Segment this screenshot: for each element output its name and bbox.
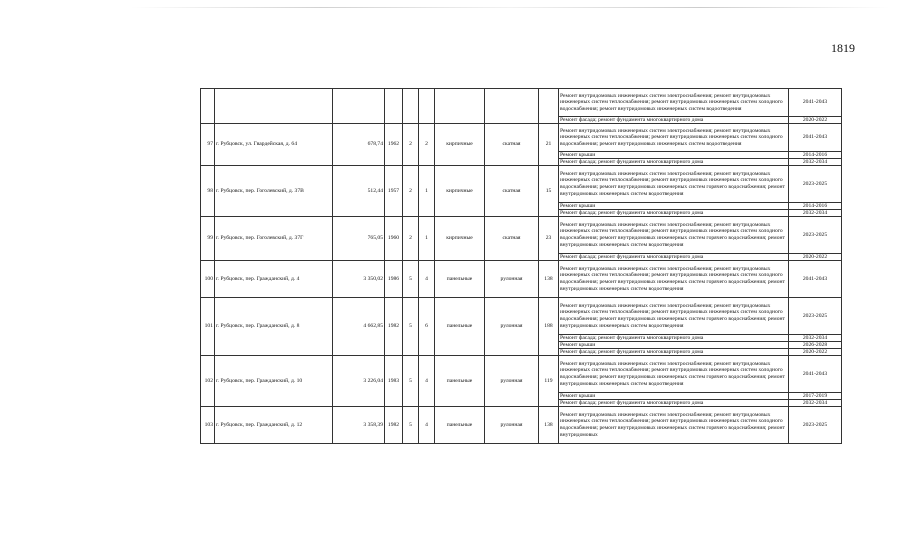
work-period: 2026-2028 bbox=[789, 342, 842, 349]
roof-type: рулонная bbox=[485, 407, 539, 444]
wall-material: панельные bbox=[435, 356, 485, 407]
work-period: 2041-2043 bbox=[789, 356, 842, 393]
roof-type: рулонная bbox=[485, 356, 539, 407]
table-row bbox=[201, 89, 842, 117]
house-number: 100 bbox=[201, 261, 215, 298]
house-address: г. Рубцовск, пер. Гоголевский, д. 37В bbox=[215, 166, 333, 217]
work-period: 2041-2043 bbox=[789, 89, 842, 117]
house-area: 765,05 bbox=[333, 217, 385, 261]
table-row bbox=[201, 356, 842, 393]
roof-type: скатная bbox=[485, 166, 539, 217]
work-description: Ремонт внутридомовых инженерных систем электроснабжения; ремонт внутридомовых инженерных систем теплоснабжения; ремонт внутридомовых инженерных систем холодного водоснабжения; ремонт внутридомовых инженерных систем горячего водоснабжения; ремонт внутридомовых инженерных систем водоотведения bbox=[559, 261, 789, 298]
house-number: 99 bbox=[201, 217, 215, 261]
work-period: 2041-2043 bbox=[789, 124, 842, 152]
house-address: г. Рубцовск, пер. Гражданский, д. 4 bbox=[215, 261, 333, 298]
house-floors: 2 bbox=[403, 217, 419, 261]
house-floors: 2 bbox=[403, 166, 419, 217]
house-floors: 5 bbox=[403, 407, 419, 444]
house-address: г. Рубцовск, пер. Гражданский, д. 10 bbox=[215, 356, 333, 407]
work-period: 2032-2034 bbox=[789, 159, 842, 166]
house-entrances: 6 bbox=[419, 298, 435, 356]
work-description: Ремонт фасада; ремонт фундамента многоквартирного дома bbox=[559, 349, 789, 356]
house-area: 3 350,02 bbox=[333, 261, 385, 298]
house-number: 101 bbox=[201, 298, 215, 356]
work-description: Ремонт фасада; ремонт фундамента многоквартирного дома bbox=[559, 117, 789, 124]
house-entrances: 4 bbox=[419, 261, 435, 298]
house-year: 1957 bbox=[385, 166, 403, 217]
house-year: 1983 bbox=[385, 356, 403, 407]
residents-count bbox=[539, 89, 559, 124]
work-period: 2023-2025 bbox=[789, 217, 842, 254]
house-year: 1960 bbox=[385, 217, 403, 261]
house-number bbox=[201, 89, 215, 124]
page-number: 1819 bbox=[831, 41, 855, 55]
house-floors: 2 bbox=[403, 124, 419, 166]
roof-type: рулонная bbox=[485, 261, 539, 298]
work-description: Ремонт внутридомовых инженерных систем электроснабжения; ремонт внутридомовых инженерных систем теплоснабжения; ремонт внутридомовых инженерных систем холодного водоснабжения; ремонт внутридомовых инженерных систем горячего водоснабжения; ремонт внутридомовых инженерных систем водоотведения bbox=[559, 217, 789, 254]
work-period: 2023-2025 bbox=[789, 166, 842, 203]
house-entrances: 4 bbox=[419, 356, 435, 407]
table-row bbox=[201, 124, 842, 152]
house-number: 98 bbox=[201, 166, 215, 217]
work-period: 2014-2016 bbox=[789, 203, 842, 210]
house-year bbox=[385, 89, 403, 124]
table-body bbox=[201, 89, 842, 444]
wall-material: кирпичные bbox=[435, 124, 485, 166]
wall-material: кирпичные bbox=[435, 217, 485, 261]
work-period: 2020-2022 bbox=[789, 117, 842, 124]
house-number: 102 bbox=[201, 356, 215, 407]
work-description: Ремонт крыши bbox=[559, 203, 789, 210]
work-description: Ремонт внутридомовых инженерных систем электроснабжения; ремонт внутридомовых инженерных систем теплоснабжения; ремонт внутридомовых инженерных систем холодного водоснабжения; ремонт внутридомовых инженерных систем горячего водоснабжения; ремонт внутридомовых инженерных систем водоотведения bbox=[559, 356, 789, 393]
house-entrances bbox=[419, 89, 435, 124]
work-description: Ремонт фасада; ремонт фундамента многоквартирного дома bbox=[559, 400, 789, 407]
work-period: 2023-2025 bbox=[789, 298, 842, 335]
work-description: Ремонт фасада; ремонт фундамента многоквартирного дома bbox=[559, 159, 789, 166]
house-area: 3 358,39 bbox=[333, 407, 385, 444]
house-floors: 5 bbox=[403, 356, 419, 407]
wall-material: панельные bbox=[435, 261, 485, 298]
house-year: 1986 bbox=[385, 261, 403, 298]
house-address: г. Рубцовск, пер. Гоголевский, д. 37Г bbox=[215, 217, 333, 261]
work-period: 2017-2019 bbox=[789, 393, 842, 400]
work-description: Ремонт крыши bbox=[559, 342, 789, 349]
house-floors: 5 bbox=[403, 261, 419, 298]
work-description: Ремонт крыши bbox=[559, 393, 789, 400]
house-area: 512,44 bbox=[333, 166, 385, 217]
house-address: г. Рубцовск, ул. Гвардейская, д. 64 bbox=[215, 124, 333, 166]
house-address: г. Рубцовск, пер. Гражданский, д. 12 bbox=[215, 407, 333, 444]
work-description: Ремонт внутридомовых инженерных систем электроснабжения; ремонт внутридомовых инженерных систем теплоснабжения; ремонт внутридомовых инженерных систем холодного водоснабжения; ремонт внутридомовых инженерных систем горячего водоснабжения; ремонт внутридомовых инженерных систем водоотведения bbox=[559, 298, 789, 335]
work-period: 2014-2016 bbox=[789, 152, 842, 159]
roof-type bbox=[485, 89, 539, 124]
work-description: Ремонт внутридомовых инженерных систем электроснабжения; ремонт внутридомовых инженерных систем теплоснабжения; ремонт внутридомовых инженерных систем холодного водоснабжения; ремонт внутридомовых инженерных систем горячего водоснабжения; ремонт внутридомовых инженерных систем водоотведения bbox=[559, 166, 789, 203]
house-year: 1982 bbox=[385, 298, 403, 356]
house-area: 3 226,04 bbox=[333, 356, 385, 407]
residents-count: 15 bbox=[539, 166, 559, 217]
wall-material: панельные bbox=[435, 407, 485, 444]
house-number: 97 bbox=[201, 124, 215, 166]
house-area: 4 662,85 bbox=[333, 298, 385, 356]
work-description: Ремонт внутридомовых инженерных систем электроснабжения; ремонт внутридомовых инженерных систем теплоснабжения; ремонт внутридомовых инженерных систем холодного водоснабжения; ремонт внутридомовых инженерных систем водоотведения bbox=[559, 89, 789, 117]
residents-count: 119 bbox=[539, 356, 559, 407]
table-row bbox=[201, 166, 842, 203]
work-period: 2032-2034 bbox=[789, 400, 842, 407]
roof-type: скатная bbox=[485, 124, 539, 166]
table-row bbox=[201, 261, 842, 298]
work-description: Ремонт внутридомовых инженерных систем электроснабжения; ремонт внутридомовых инженерных систем теплоснабжения; ремонт внутридомовых инженерных систем холодного водоснабжения; ремонт внутридомовых инженерных систем горячего водоснабжения; ремонт внутридомовых bbox=[559, 407, 789, 444]
table-row bbox=[201, 217, 842, 254]
roof-type: рулонная bbox=[485, 298, 539, 356]
house-number: 103 bbox=[201, 407, 215, 444]
scan-artifact-line bbox=[130, 7, 890, 8]
wall-material: кирпичные bbox=[435, 166, 485, 217]
work-period: 2041-2043 bbox=[789, 261, 842, 298]
residents-count: 188 bbox=[539, 298, 559, 356]
table-row bbox=[201, 407, 842, 444]
house-area: 678,74 bbox=[333, 124, 385, 166]
work-description: Ремонт фасада; ремонт фундамента многоквартирного дома bbox=[559, 210, 789, 217]
work-description: Ремонт фасада; ремонт фундамента многоквартирного дома bbox=[559, 254, 789, 261]
roof-type: скатная bbox=[485, 217, 539, 261]
work-period: 2023-2025 bbox=[789, 407, 842, 444]
house-floors bbox=[403, 89, 419, 124]
residents-count: 21 bbox=[539, 124, 559, 166]
house-year: 1962 bbox=[385, 124, 403, 166]
work-description: Ремонт фасада; ремонт фундамента многоквартирного дома bbox=[559, 335, 789, 342]
house-entrances: 1 bbox=[419, 166, 435, 217]
house-area bbox=[333, 89, 385, 124]
work-description: Ремонт крыши bbox=[559, 152, 789, 159]
work-period: 2032-2034 bbox=[789, 335, 842, 342]
residents-count: 23 bbox=[539, 217, 559, 261]
house-address: г. Рубцовск, пер. Гражданский, д. 8 bbox=[215, 298, 333, 356]
house-address bbox=[215, 89, 333, 124]
work-description: Ремонт внутридомовых инженерных систем электроснабжения; ремонт внутридомовых инженерных систем теплоснабжения; ремонт внутридомовых инженерных систем холодного водоснабжения; ремонт внутридомовых инженерных систем водоотведения bbox=[559, 124, 789, 152]
work-period: 2032-2034 bbox=[789, 210, 842, 217]
work-period: 2020-2022 bbox=[789, 254, 842, 261]
housing-repair-table bbox=[200, 88, 842, 444]
table-row bbox=[201, 298, 842, 335]
wall-material: панельные bbox=[435, 298, 485, 356]
residents-count: 138 bbox=[539, 261, 559, 298]
house-entrances: 4 bbox=[419, 407, 435, 444]
house-entrances: 1 bbox=[419, 217, 435, 261]
house-entrances: 2 bbox=[419, 124, 435, 166]
house-year: 1982 bbox=[385, 407, 403, 444]
residents-count: 138 bbox=[539, 407, 559, 444]
wall-material bbox=[435, 89, 485, 124]
work-period: 2020-2022 bbox=[789, 349, 842, 356]
house-floors: 5 bbox=[403, 298, 419, 356]
